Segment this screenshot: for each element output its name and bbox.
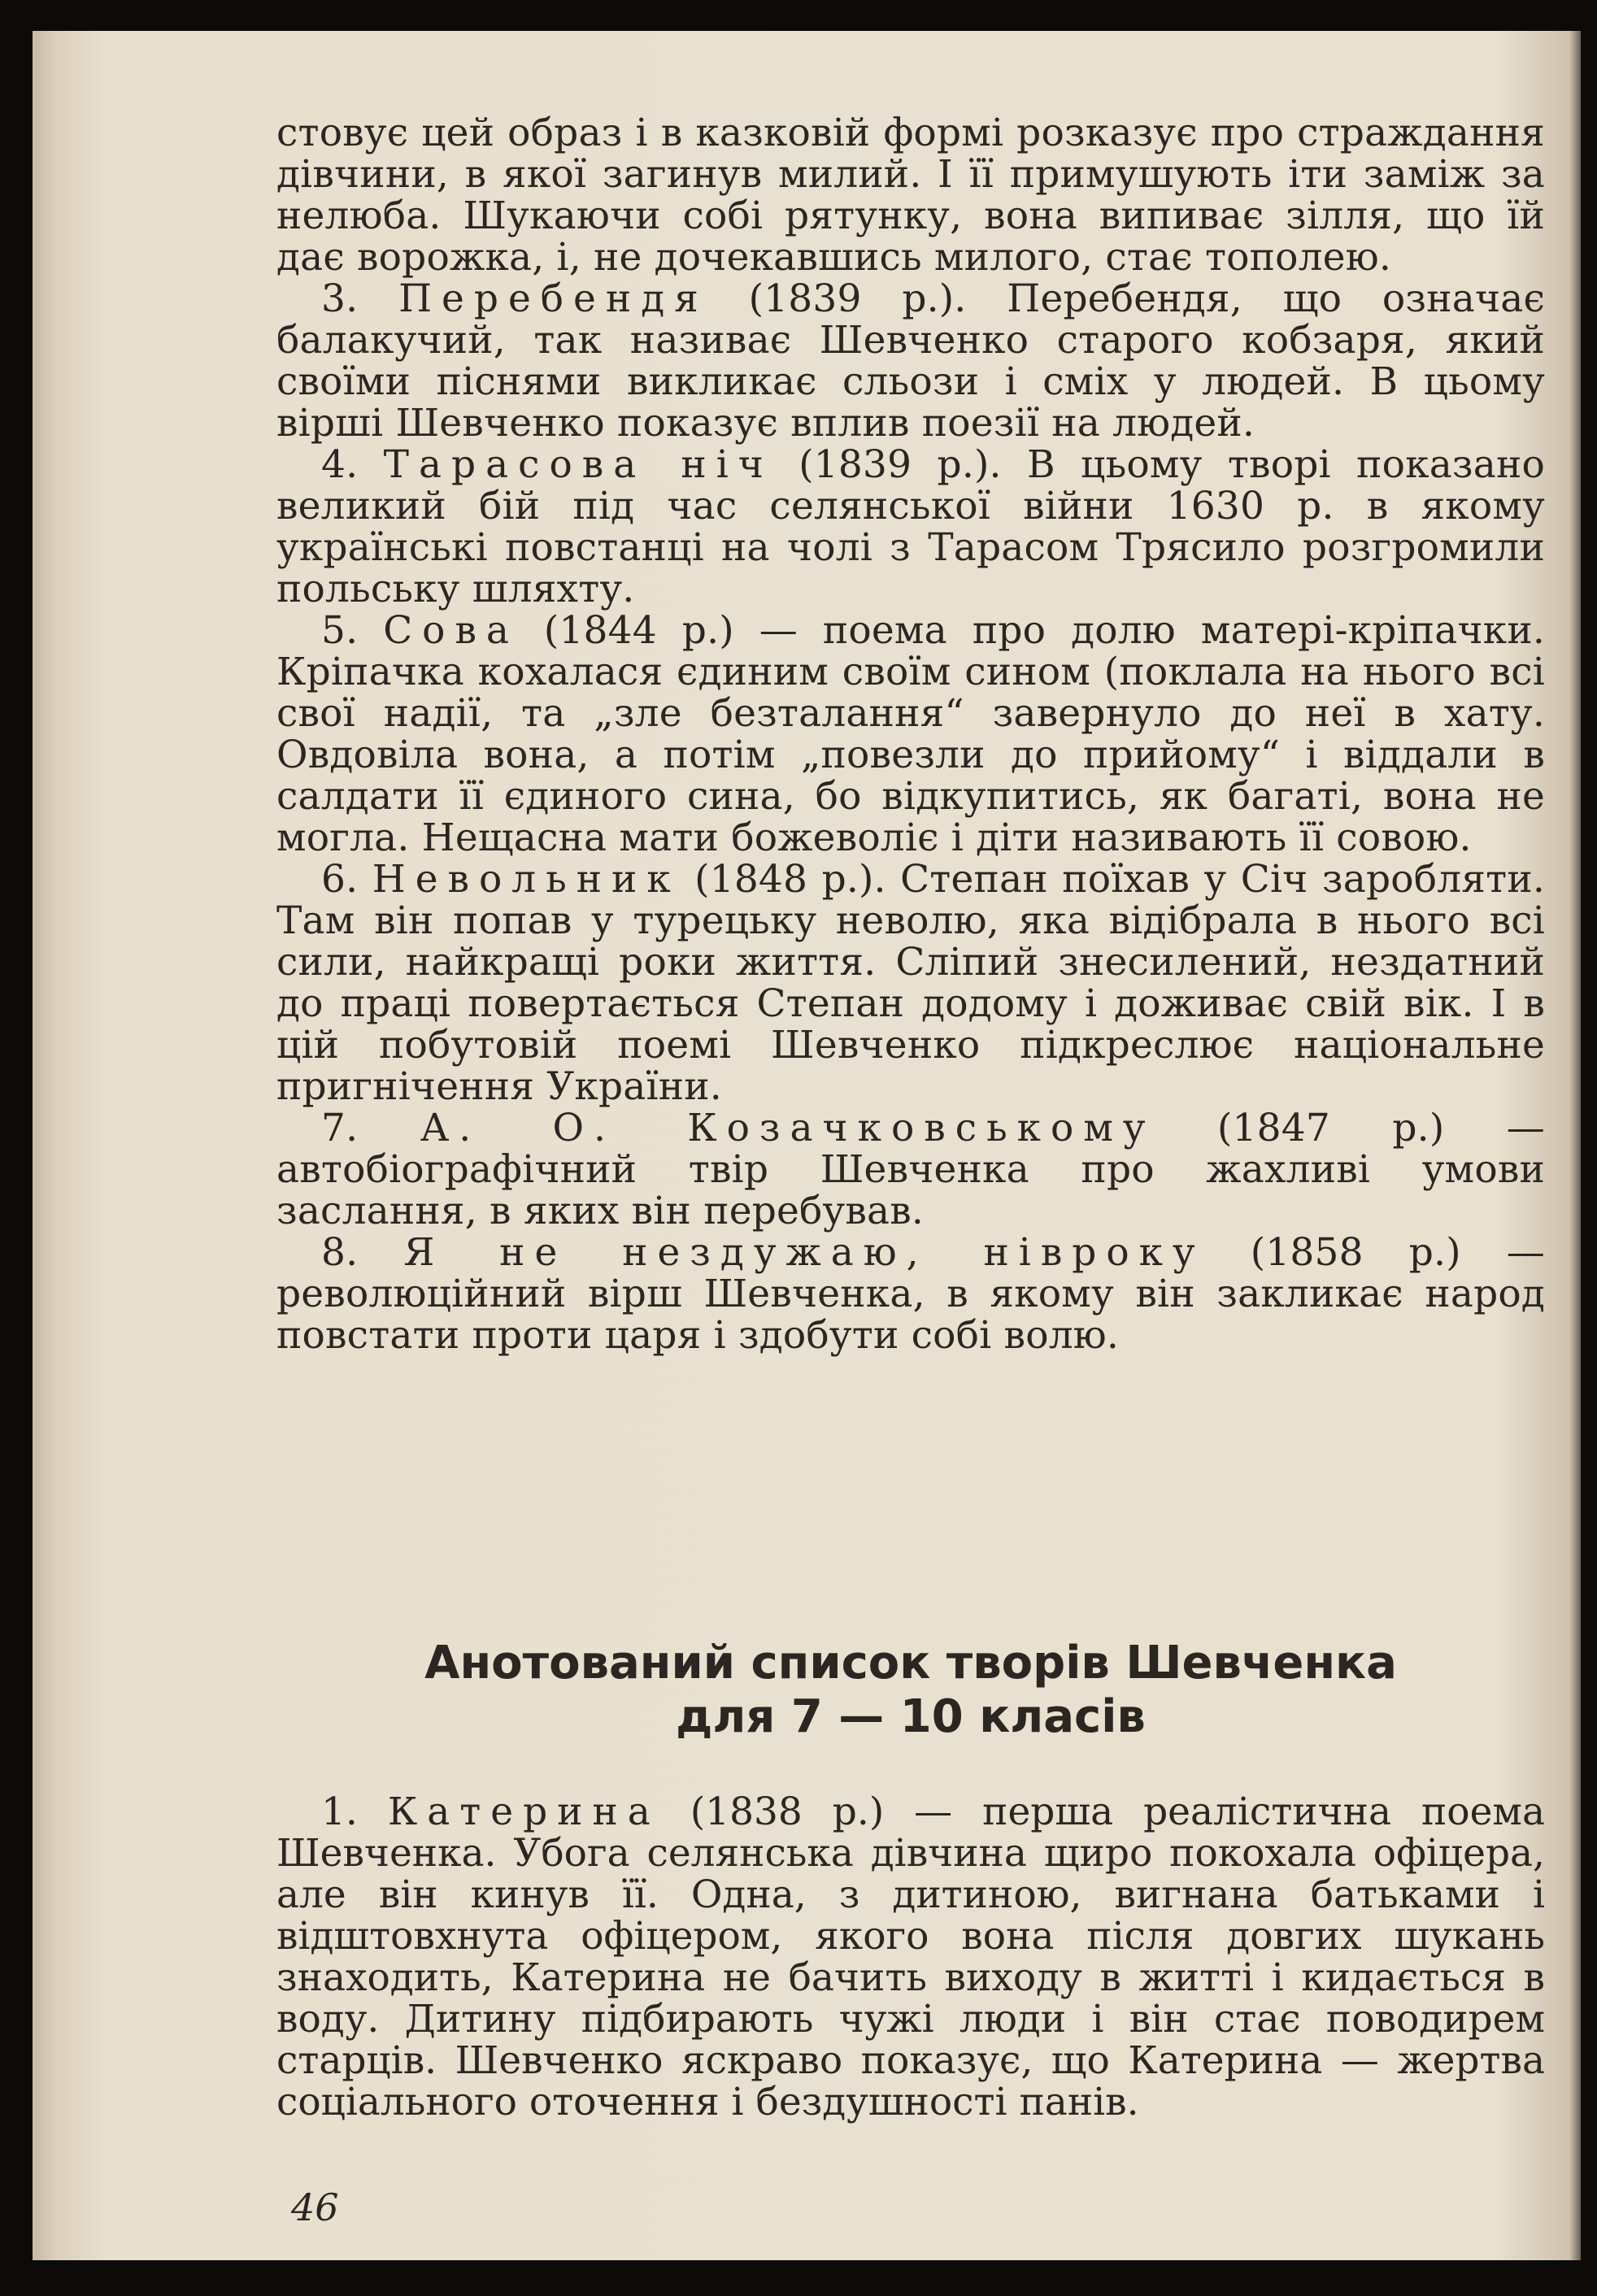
page-number: 46: [291, 2185, 339, 2229]
list-item: [276, 278, 1545, 444]
item-number: 8.: [321, 1230, 359, 1275]
item-title: Перебендя: [398, 276, 708, 321]
list-item: [276, 610, 1545, 859]
item-text: (1847 р.) — автобіографічний твір Шевченка про жахливі умови заслання, в яких він перебував.: [276, 1106, 1546, 1233]
item-number: 5.: [321, 608, 359, 653]
item-title: Катерина: [387, 1789, 660, 1834]
item-title: Невольник: [372, 857, 681, 902]
second-list: [276, 1791, 1545, 2123]
list-item: [276, 1791, 1545, 2123]
item-text: (1838 р.) — перша реалістична поема Шевченка. Убога селянська дівчина щиро покохала офіцера, але він кинув її. Одна, з дитиною, вигнана батьками і відштовхнута офіцером, якого вона після довгих шукань знаходить, Катерина не бачить виходу в житті і кидається в воду. Дитину підбирають чужі люди і він стає поводирем старців. Шевченко яскраво показує, що Катерина — жертва соціального оточення і бездушності панів.: [276, 1789, 1545, 2124]
item-title: Я не нездужаю, нівроку: [403, 1230, 1205, 1275]
intro-paragraph: стовує цей образ і в казковій формі розказує про страждання дівчини, в якої загинув милий. І її примушують іти заміж за нелюба. Шукаючи собі рятунку, вона випиває зілля, що їй дає ворожка, і, не дочекавшись милого, стає тополею.: [276, 111, 1545, 280]
item-number: 3.: [321, 276, 359, 321]
list-item: [276, 859, 1545, 1107]
body-text: [276, 112, 1545, 1356]
heading-line-2: для 7 — 10 класів: [676, 1690, 1146, 1743]
item-title: Тарасова ніч: [383, 442, 773, 487]
item-number: 4.: [321, 442, 359, 487]
item-text: (1848 р.). Степан поїхав у Січ заробляти. Там він попав у турецьку неволю, яка відібрала в нього всі сили, найкращі роки життя. Сліпий знесилений, нездатний до праці повертається Степан додому і доживає свій вік. І в цій побутовій поемі Шевченко підкреслює національне пригнічення України.: [276, 857, 1546, 1109]
item-text: (1844 р.) — поема про долю матері-кріпачки. Кріпачка кохалася єдиним своїм сином (поклала на нього всі свої надії, та „зле безталання“ завернуло до неї в хату. Овдовіла вона, а потім „повезли до прийому“ і віддали в салдати її єдиного сина, бо відкупитись, як багаті, вона не могла. Нещасна мати божеволіє і діти називають її совою.: [276, 608, 1545, 860]
item-number: 7.: [321, 1106, 359, 1150]
list-item: [276, 1232, 1545, 1356]
section-heading: [276, 1637, 1545, 1744]
item-text: (1839 р.). Перебендя, що означає балакучий, так називає Шевченко старого кобзаря, який своїми піснями викликає сльози і сміх у людей. В цьому вірші Шевченко показує вплив поезії на людей.: [276, 276, 1546, 446]
heading-line-1: Анотований список творів Шевченка: [424, 1637, 1397, 1689]
item-number: 1.: [321, 1789, 358, 1834]
item-title: Сова: [383, 608, 519, 653]
list-item: [276, 1107, 1545, 1232]
item-number: 6.: [321, 857, 359, 902]
book-page: [33, 31, 1581, 2260]
item-title: А. О. Козачковському: [420, 1106, 1155, 1150]
list-item: [276, 444, 1545, 610]
item-text: (1839 р.). В цьому творі показано великий бій під час селянської війни 1630 р. в якому українські повстанці на чолі з Тарасом Трясило розгромили польську шляхту.: [276, 442, 1546, 611]
item-text: (1858 р.) — революційний вірш Шевченка, в якому він закликає народ повстати проти царя і здобути собі волю.: [276, 1230, 1545, 1358]
